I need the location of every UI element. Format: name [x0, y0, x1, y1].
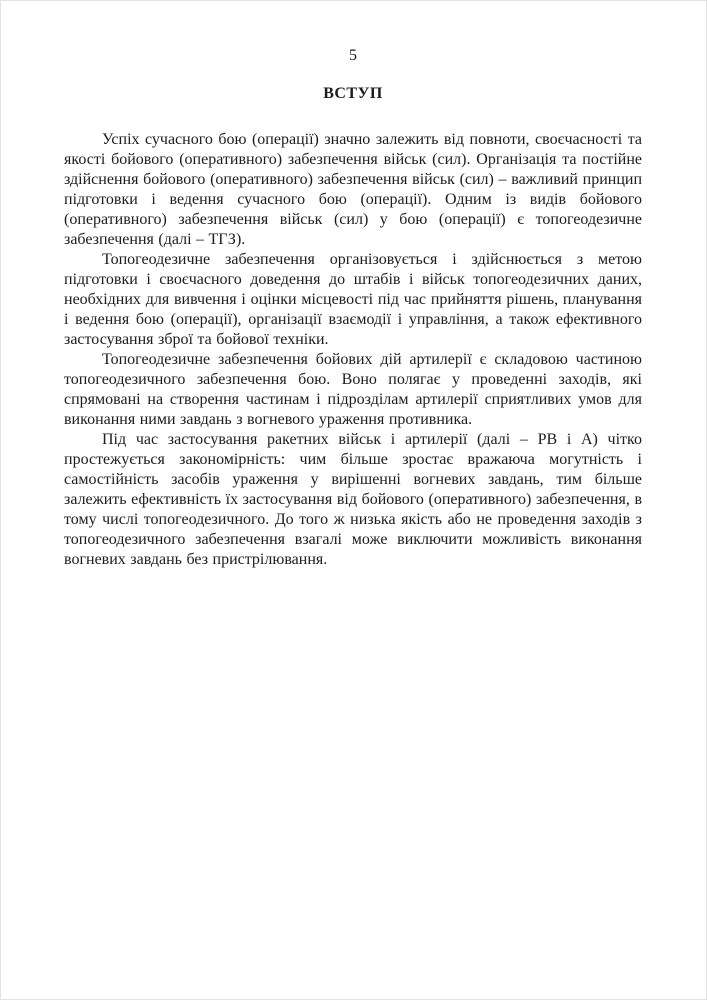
paragraph-4: Під час застосування ракетних військ і артилерії (далі – РВ і А) чітко простежується закономірність: чим більше зростає вражаюча могутність і самостійність засобів ураження у вирішенні вогневих завдань, тим більше залежить ефективність їх застосування від бойового (оперативного) забезпечення, в тому числі топогеодезичного. До того ж низька якість або не проведення заходів з топогеодезичного забезпечення взагалі може виключити можливість виконання вогневих завдань без пристрілювання.: [64, 431, 642, 568]
page-content-area: [1, 1, 706, 570]
paragraph-2: Топогеодезичне забезпечення організовується і здійснюється з метою підготовки і своєчасного доведення до штабів і військ топогеодезичних даних, необхідних для вивчення і оцінки місцевості під час прийняття рішень, планування і ведення бою (операції), організації взаємодії і управління, а також ефективного застосування зброї та бойової техніки.: [64, 251, 642, 348]
paragraph-1: Успіх сучасного бою (операції) значно залежить від повноти, своєчасності та якості бойового (оперативного) забезпечення військ (сил). Організація та постійне здійснення бойового (оперативного) забезпечення військ (сил) – важливий принцип підготовки і ведення сучасного бою (операції). Одним із видів бойового (оперативного) забезпечення військ (сил) у бою (операції) є топогеодезичне забезпечення (далі – ТГЗ).: [64, 131, 642, 248]
page-number: 5: [349, 47, 357, 64]
document-body: [64, 130, 642, 570]
document-heading: ВСТУП: [323, 85, 383, 102]
paragraph-3: Топогеодезичне забезпечення бойових дій артилерії є складовою частиною топогеодезичного забезпечення бою. Воно полягає у проведенні заходів, які спрямовані на створення частинам і підрозділам артилерії сприятливих умов для виконання ними завдань з вогневого ураження противника.: [64, 351, 642, 428]
